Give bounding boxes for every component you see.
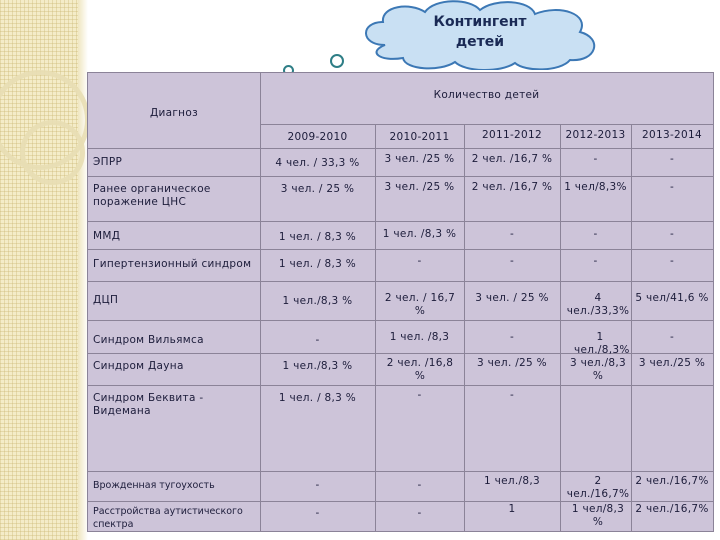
callout-title-line1: Контингент [433,14,527,30]
value-cell: 1 чел. /8,3 % [382,228,457,240]
value-cell: - [315,479,320,491]
value-cell: 1 чел./8,3 [484,475,540,487]
value-cell: - [593,228,598,240]
header-diagnosis: Диагноз [150,107,198,119]
value-cell: 2 чел./16,7% [635,475,709,487]
value-cell: - [593,153,598,165]
diagnosis-line: Синдром Беквита - [93,392,204,404]
value-cell: - [509,389,515,401]
value-cell: - [417,255,422,267]
diagnosis-line: поражение ЦНС [93,196,187,208]
value-cell: 1 чел. / 8,3 % [278,258,357,270]
value-cell: - [593,255,598,267]
value-cell: 2 чел./16,7% [566,475,630,500]
value-cell: - [669,228,675,240]
value-cell: 5 чел/41,6 % [635,292,709,304]
children-contingent-table [87,72,714,532]
grid-line [88,176,713,177]
diagnosis-cell [93,183,211,209]
value-cell: 2 чел. /16,7 % [471,181,553,193]
value-cell: - [417,389,422,401]
diagnosis-line: Расстройства аутистического [93,506,243,517]
grid-line [88,281,713,282]
year-header: 2013-2014 [642,129,702,141]
diagnosis-line: Ранее органическое [93,183,211,195]
value-cell: 2 чел./16,7% [635,503,709,515]
value-cell: 3 чел. /25 % [477,357,547,369]
year-header: 2011-2012 [482,129,542,141]
grid-line [260,124,713,125]
value-cell: 3 чел./25 % [638,357,706,369]
decorative-arc [20,120,85,185]
value-cell: 1 чел./8,3 % [282,360,353,372]
grid-line [88,148,713,149]
value-cell: 1 чел./8,3% [574,331,630,356]
value-cell: 2 чел. / 16,7 % [384,292,456,317]
grid-line [88,471,713,472]
value-cell: - [417,479,422,491]
value-cell: 1 [508,503,516,515]
value-cell: - [509,255,515,267]
value-cell: 1 чел. / 8,3 % [278,392,357,404]
value-cell: 1 чел. / 8,3 % [278,231,357,243]
value-cell: - [669,255,675,267]
grid-line [88,501,713,502]
bubble-dot-large [330,54,344,68]
grid-line [88,249,713,250]
value-cell: 2 чел. /16,8 % [386,357,454,382]
value-cell: - [509,228,515,240]
value-cell: - [417,507,422,519]
value-cell: - [315,334,320,346]
diagnosis-cell: ЭПРР [93,156,123,168]
value-cell: - [669,181,675,193]
diagnosis-cell: ММД [93,230,121,242]
value-cell: 4 чел./33,3% [566,292,630,317]
value-cell: 3 чел. / 25 % [280,183,355,195]
value-cell: - [509,331,515,343]
cloud-callout-title [380,12,580,52]
value-cell: 2 чел. /16,7 % [471,153,553,165]
value-cell: - [315,507,320,519]
value-cell: 3 чел. /25 % [384,153,455,165]
value-cell: 3 чел. /25 % [384,181,455,193]
diagnosis-cell: Синдром Дауна [93,360,184,372]
value-cell: - [669,331,675,343]
diagnosis-cell [93,505,243,531]
grid-line [88,385,713,386]
year-header: 2010-2011 [389,131,450,143]
value-cell: 1 чел. /8,3 [389,331,450,343]
value-cell: - [669,153,675,165]
value-cell: 3 чел./8,3 % [570,357,626,382]
diagnosis-cell: ДЦП [93,294,119,306]
grid-line [88,221,713,222]
value-cell: 3 чел. / 25 % [475,292,549,304]
grid-line [88,320,713,321]
year-header: 2012-2013 [565,129,626,141]
diagnosis-cell: Синдром Вильямса [93,334,204,346]
value-cell: 1 чел/8,3% [564,181,627,193]
diagnosis-cell: Врожденная тугоухость [93,480,215,491]
year-header: 2009-2010 [287,131,348,143]
diagnosis-cell [93,392,203,418]
value-cell: 4 чел. / 33,3 % [275,157,360,169]
callout-title-line2: детей [455,34,505,50]
diagnosis-cell: Гипертензионный синдром [93,258,252,270]
value-cell: 1 чел/8,3 % [571,503,625,528]
diagnosis-line: Видемана [93,405,151,417]
header-quantity: Количество детей [433,89,540,101]
value-cell: 1 чел./8,3 % [282,295,353,307]
diagnosis-line: спектра [93,519,134,530]
